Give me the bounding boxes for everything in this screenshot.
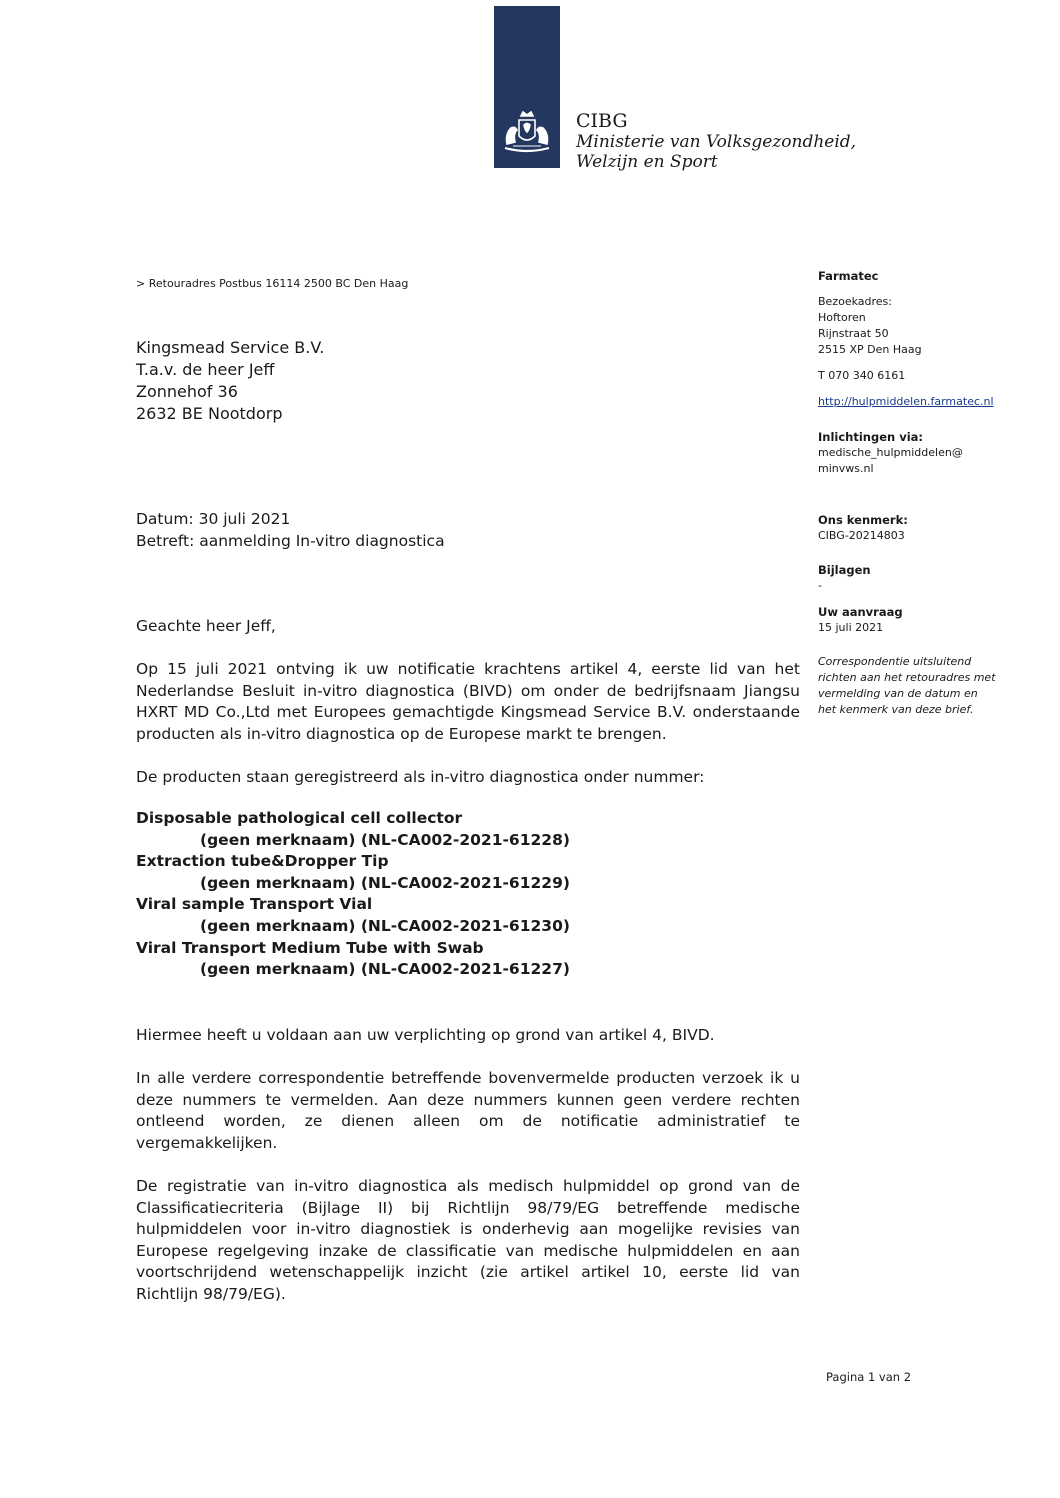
sidebar-building: Hoftoren: [818, 311, 866, 324]
product-item: [136, 851, 800, 894]
product-name: Extraction tube&Dropper Tip: [136, 852, 389, 871]
product-name: Viral sample Transport Vial: [136, 895, 373, 914]
recipient-attention: T.a.v. de heer Jeff: [136, 360, 275, 379]
sidebar-note-2: richten aan het retouradres met: [818, 671, 996, 684]
product-name: Viral Transport Medium Tube with Swab: [136, 938, 484, 957]
sidebar-website-link[interactable]: http://hulpmiddelen.farmatec.nl: [818, 395, 994, 408]
product-name: Disposable pathological cell collector: [136, 809, 463, 827]
letter-paragraph-4: In alle verdere correspondentie betreffende bovenvermelde producten verzoek ik u deze nummers te vermelden. Aan deze nummers kunnen geen verdere rechten ontleend worden, ze dienen alleen om de notificatie administratief te vergemakkelijken.: [136, 1069, 800, 1152]
coat-of-arms-icon: [499, 110, 555, 156]
recipient-address: [136, 337, 324, 425]
letter-paragraph-3: Hiermee heeft u voldaan aan uw verplichting op grond van artikel 4, BIVD.: [136, 1026, 715, 1044]
ministry-logo-bar: [494, 6, 560, 168]
sidebar-attachments-value: -: [818, 579, 822, 592]
sidebar-postal: 2515 XP Den Haag: [818, 343, 922, 356]
product-registration: (geen merknaam) (NL-CA002-2021-61227): [200, 960, 570, 979]
product-registration: (geen merknaam) (NL-CA002-2021-61230): [200, 916, 570, 935]
return-address: > Retouradres Postbus 16114 2500 BC Den Haag: [136, 277, 409, 290]
product-item: [136, 808, 800, 851]
ministry-name-line-2: Welzijn en Sport: [576, 152, 718, 173]
letter-date: Datum: 30 juli 2021: [136, 510, 291, 528]
letter-paragraph-5: De registratie van in-vitro diagnostica als medisch hulpmiddel op grond van de Classificatiecriteria (Bijlage II) bij Richtlijn 98/79/EG betreffende medische hulpmiddelen voor in-vitro diagnostiek is onderhevig aan mogelijke revisies van Europese regelgeving inzake de classificatie van medische hulpmiddelen en aan voortschrijdend wetenschappelijk inzicht (zie artikel artikel 10, eerste lid van Richtlijn 98/79/EG).: [136, 1177, 800, 1303]
letter-salutation: Geachte heer Jeff,: [136, 617, 276, 635]
product-item: [136, 938, 800, 981]
sidebar-street: Rijnstraat 50: [818, 327, 889, 340]
sidebar-department: Farmatec: [818, 269, 879, 283]
product-registration: (geen merknaam) (NL-CA002-2021-61228): [200, 830, 570, 849]
sidebar-request-label: Uw aanvraag: [818, 605, 903, 619]
sidebar-reference-value: CIBG-20214803: [818, 529, 905, 542]
letter-meta: [136, 508, 445, 552]
recipient-street: Zonnehof 36: [136, 382, 238, 401]
ministry-name-line-1: Ministerie van Volksgezondheid,: [576, 132, 857, 153]
page-number: Pagina 1 van 2: [826, 1370, 912, 1384]
recipient-city: 2632 BE Nootdorp: [136, 404, 283, 423]
sidebar-phone: T 070 340 6161: [818, 369, 906, 382]
sidebar-reference-label: Ons kenmerk:: [818, 513, 908, 527]
sidebar-info-label: Inlichtingen via:: [818, 430, 923, 444]
sidebar-request-value: 15 juli 2021: [818, 621, 884, 634]
product-item: [136, 894, 800, 937]
organization-name: [576, 110, 856, 173]
letter-subject: Betreft: aanmelding In-vitro diagnostica: [136, 532, 445, 550]
sidebar-note-3: vermelding van de datum en: [818, 687, 978, 700]
sidebar-visit-label: Bezoekadres:: [818, 295, 892, 308]
sidebar-info-email-1: medische_hulpmiddelen@: [818, 446, 963, 459]
sidebar-info-email-2: minvws.nl: [818, 462, 874, 475]
letter-paragraph-2: De producten staan geregistreerd als in-vitro diagnostica onder nummer:: [136, 768, 705, 786]
org-short-name: CIBG: [576, 110, 628, 132]
product-registration: (geen merknaam) (NL-CA002-2021-61229): [200, 873, 570, 892]
product-list: [136, 808, 800, 981]
sidebar-note-1: Correspondentie uitsluitend: [818, 655, 972, 668]
letter-paragraph-1: Op 15 juli 2021 ontving ik uw notificatie krachtens artikel 4, eerste lid van het Nederlandse Besluit in-vitro diagnostica (BIVD) om onder de bedrijfsnaam Jiangsu HXRT MD Co.,Ltd met Europees gemachtigde Kingsmead Service B.V. onderstaande producten als in-vitro diagnostica op de Europese markt te brengen.: [136, 660, 800, 743]
sidebar-info: [818, 268, 1028, 718]
sidebar-attachments-label: Bijlagen: [818, 563, 871, 577]
sidebar-note-4: het kenmerk van deze brief.: [818, 703, 974, 716]
recipient-company: Kingsmead Service B.V.: [136, 338, 325, 357]
